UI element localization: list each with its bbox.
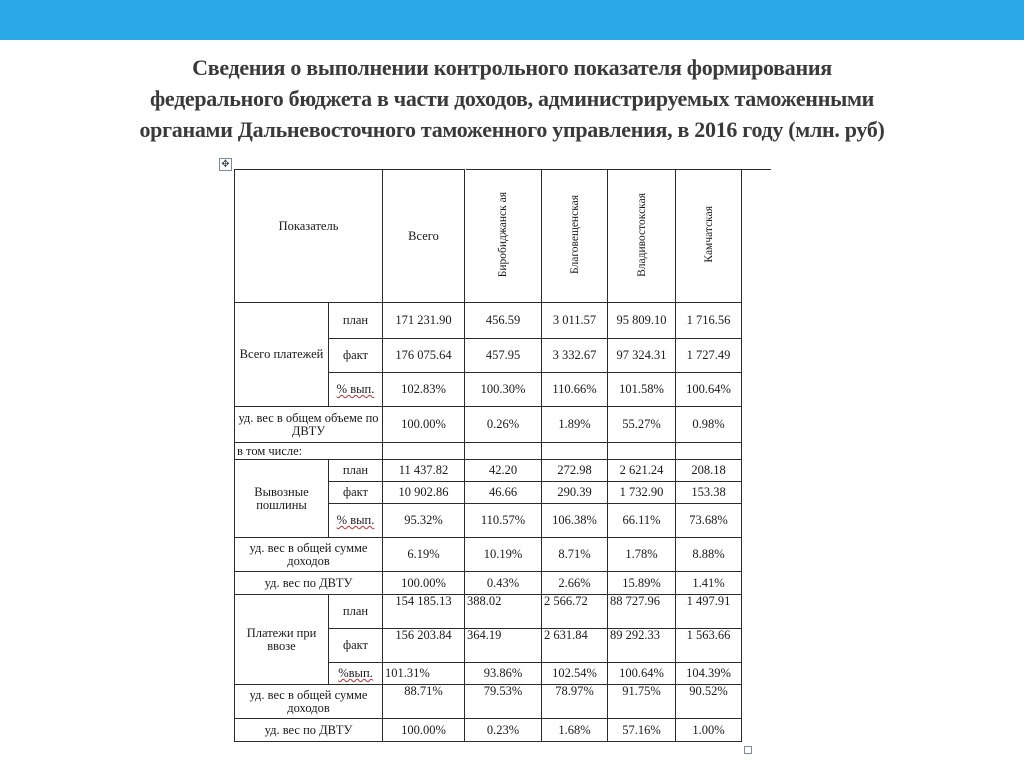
group-label-all: Всего платежей bbox=[235, 303, 329, 407]
cell: 1.41% bbox=[676, 572, 742, 595]
cell: 57.16% bbox=[608, 719, 676, 742]
cell: 91.75% bbox=[608, 685, 676, 719]
cell: 364.19 bbox=[465, 629, 542, 663]
cell: 3 332.67 bbox=[542, 339, 608, 373]
cell: 101.58% bbox=[608, 373, 676, 407]
cell: 78.97% bbox=[542, 685, 608, 719]
cell: 73.68% bbox=[676, 504, 742, 538]
cell: 176 075.64 bbox=[383, 339, 465, 373]
cell: 272.98 bbox=[542, 460, 608, 482]
cell: 1 563.66 bbox=[676, 629, 742, 663]
cell: 456.59 bbox=[465, 303, 542, 339]
cell: 1 497.91 bbox=[676, 595, 742, 629]
cell: 153.38 bbox=[676, 482, 742, 504]
table-row bbox=[235, 303, 742, 339]
row-label: уд. вес в общей сумме доходов bbox=[235, 538, 383, 572]
header-total: Всего bbox=[383, 170, 465, 303]
cell: 42.20 bbox=[465, 460, 542, 482]
title-line-1: Сведения о выполнении контрольного показателя формирования bbox=[192, 55, 832, 80]
sub-label: план bbox=[329, 460, 383, 482]
cell: 0.98% bbox=[676, 407, 742, 443]
cell: 102.54% bbox=[542, 663, 608, 685]
cell: 2 621.24 bbox=[608, 460, 676, 482]
cell: 8.88% bbox=[676, 538, 742, 572]
cell: 110.66% bbox=[542, 373, 608, 407]
resize-square-icon[interactable] bbox=[744, 746, 752, 754]
title-line-3: органами Дальневосточного таможенного управления, в 2016 году (млн. руб) bbox=[139, 117, 885, 142]
cell: 171 231.90 bbox=[383, 303, 465, 339]
cell: 11 437.82 bbox=[383, 460, 465, 482]
cell: 6.19% bbox=[383, 538, 465, 572]
cell: 208.18 bbox=[676, 460, 742, 482]
group-label-import: Платежи при ввозе bbox=[235, 595, 329, 685]
sub-label: план bbox=[329, 303, 383, 339]
cell: 154 185.13 bbox=[383, 595, 465, 629]
slide-title bbox=[20, 52, 1004, 145]
cell: 457.95 bbox=[465, 339, 542, 373]
cell: 156 203.84 bbox=[383, 629, 465, 663]
cell: 100.00% bbox=[383, 719, 465, 742]
cell: 100.30% bbox=[465, 373, 542, 407]
cell: 100.00% bbox=[383, 407, 465, 443]
cell: 10 902.86 bbox=[383, 482, 465, 504]
header-region-4: Камчатская bbox=[676, 170, 742, 303]
cell: 2 566.72 bbox=[542, 595, 608, 629]
cell: 100.64% bbox=[676, 373, 742, 407]
row-label: уд. вес в общей сумме доходов bbox=[235, 685, 383, 719]
cell: 97 324.31 bbox=[608, 339, 676, 373]
cell: 10.19% bbox=[465, 538, 542, 572]
cell: 0.26% bbox=[465, 407, 542, 443]
cell: 101.31% bbox=[383, 663, 465, 685]
sub-label: план bbox=[329, 595, 383, 629]
cell: 95 809.10 bbox=[608, 303, 676, 339]
cell: 88 727.96 bbox=[608, 595, 676, 629]
row-label: уд. вес по ДВТУ bbox=[235, 719, 383, 742]
sub-label: % вып. bbox=[329, 373, 383, 407]
cell: 1.68% bbox=[542, 719, 608, 742]
cell: 388.02 bbox=[465, 595, 542, 629]
sub-label: %вып. bbox=[329, 663, 383, 685]
including-label: в том числе: bbox=[235, 443, 383, 460]
cell: 0.23% bbox=[465, 719, 542, 742]
row-label: уд. вес по ДВТУ bbox=[235, 572, 383, 595]
cell: 89 292.33 bbox=[608, 629, 676, 663]
sub-label: % вып. bbox=[329, 504, 383, 538]
cell: 79.53% bbox=[465, 685, 542, 719]
cell: 1 732.90 bbox=[608, 482, 676, 504]
row-label: уд. вес в общем объеме по ДВТУ bbox=[235, 407, 383, 443]
table-row bbox=[235, 685, 742, 719]
top-accent-bar bbox=[0, 0, 1024, 40]
cell: 102.83% bbox=[383, 373, 465, 407]
table-row bbox=[235, 719, 742, 742]
cell: 1 716.56 bbox=[676, 303, 742, 339]
sub-label: факт bbox=[329, 629, 383, 663]
cell: 104.39% bbox=[676, 663, 742, 685]
cell: 1.78% bbox=[608, 538, 676, 572]
cell: 2 631.84 bbox=[542, 629, 608, 663]
cell: 46.66 bbox=[465, 482, 542, 504]
header-region-1: Биробиджанск ая bbox=[465, 170, 542, 303]
cell: 110.57% bbox=[465, 504, 542, 538]
cell: 15.89% bbox=[608, 572, 676, 595]
cell: 8.71% bbox=[542, 538, 608, 572]
cell: 1.89% bbox=[542, 407, 608, 443]
cell: 0.43% bbox=[465, 572, 542, 595]
table-row bbox=[235, 443, 742, 460]
table-row bbox=[235, 460, 742, 482]
cell: 88.71% bbox=[383, 685, 465, 719]
group-label-export: Вывозные пошлины bbox=[235, 460, 329, 538]
table-row bbox=[235, 595, 742, 629]
cell: 106.38% bbox=[542, 504, 608, 538]
cell: 1 727.49 bbox=[676, 339, 742, 373]
table-row bbox=[235, 572, 742, 595]
cell: 66.11% bbox=[608, 504, 676, 538]
sub-label: факт bbox=[329, 482, 383, 504]
sub-label: факт bbox=[329, 339, 383, 373]
cell: 100.00% bbox=[383, 572, 465, 595]
cell: 90.52% bbox=[676, 685, 742, 719]
title-line-2: федерального бюджета в части доходов, администрируемых таможенными bbox=[149, 86, 875, 111]
table-row bbox=[235, 407, 742, 443]
header-region-3: Владивостокская bbox=[608, 170, 676, 303]
cell: 1.00% bbox=[676, 719, 742, 742]
table-row bbox=[235, 538, 742, 572]
move-cross-icon[interactable]: ✥ bbox=[219, 158, 232, 171]
header-region-2: Благовещенская bbox=[542, 170, 608, 303]
cell: 55.27% bbox=[608, 407, 676, 443]
revenue-table bbox=[234, 169, 742, 742]
cell: 93.86% bbox=[465, 663, 542, 685]
cell: 2.66% bbox=[542, 572, 608, 595]
cell: 100.64% bbox=[608, 663, 676, 685]
header-indicator: Показатель bbox=[235, 170, 383, 303]
cell: 290.39 bbox=[542, 482, 608, 504]
cell: 3 011.57 bbox=[542, 303, 608, 339]
cell: 95.32% bbox=[383, 504, 465, 538]
